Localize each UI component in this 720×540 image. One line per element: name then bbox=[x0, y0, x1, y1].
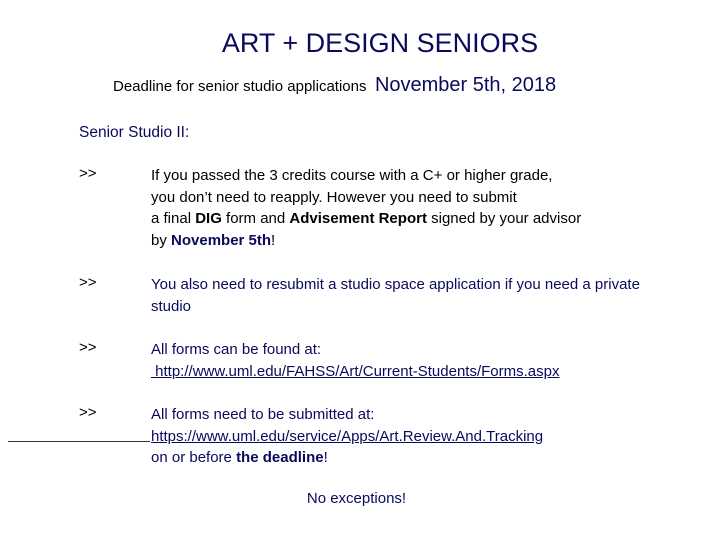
item-line bbox=[151, 447, 543, 469]
deadline-date: November 5th, 2018 bbox=[374, 74, 557, 96]
horizontal-rule bbox=[8, 441, 150, 442]
section-heading: Senior Studio II: bbox=[79, 124, 190, 141]
item-line bbox=[151, 230, 581, 252]
bullet-marker: >> bbox=[79, 404, 97, 421]
item-line: You also need to resubmit a studio space application if you need a private bbox=[151, 276, 640, 293]
bullet-marker: >> bbox=[79, 274, 97, 291]
item-line: If you passed the 3 credits course with a C+ or higher grade, bbox=[151, 167, 553, 184]
text-span: signed by your advisor bbox=[426, 210, 582, 227]
bold-span: November 5th bbox=[171, 231, 272, 249]
text-span: form and bbox=[221, 210, 290, 227]
item-forms-location bbox=[151, 339, 559, 382]
submission-link[interactable]: https://www.uml.edu/service/Apps/Art.Review.And.Tracking bbox=[151, 427, 544, 445]
bullet-marker: >> bbox=[79, 339, 97, 356]
text-span: a final bbox=[151, 210, 196, 227]
text-span: ! bbox=[271, 231, 276, 249]
text-span: on or before bbox=[151, 449, 237, 466]
item-studio-space bbox=[151, 274, 640, 317]
item-line: studio bbox=[151, 297, 192, 315]
item-line bbox=[151, 208, 581, 230]
bold-span: DIG bbox=[195, 210, 222, 227]
bold-span: Advisement Report bbox=[289, 210, 427, 227]
deadline-line bbox=[113, 74, 556, 97]
closing-note: No exceptions! bbox=[306, 490, 407, 507]
item-submission bbox=[151, 404, 543, 469]
deadline-label: Deadline for senior studio applications bbox=[113, 78, 367, 95]
item-line: All forms can be found at: bbox=[151, 341, 322, 358]
item-line: All forms need to be submitted at: bbox=[151, 406, 375, 423]
text-span: ! bbox=[323, 449, 328, 466]
forms-link[interactable]: http://www.uml.edu/FAHSS/Art/Current-Students/Forms.aspx bbox=[151, 362, 560, 380]
page-title: ART + DESIGN SENIORS bbox=[221, 28, 539, 58]
text-span: by bbox=[151, 231, 172, 249]
bold-span: the deadline bbox=[236, 449, 324, 466]
item-reapply bbox=[151, 165, 581, 251]
item-line: you don’t need to reapply. However you need to submit bbox=[151, 188, 517, 206]
bullet-marker: >> bbox=[79, 165, 97, 182]
